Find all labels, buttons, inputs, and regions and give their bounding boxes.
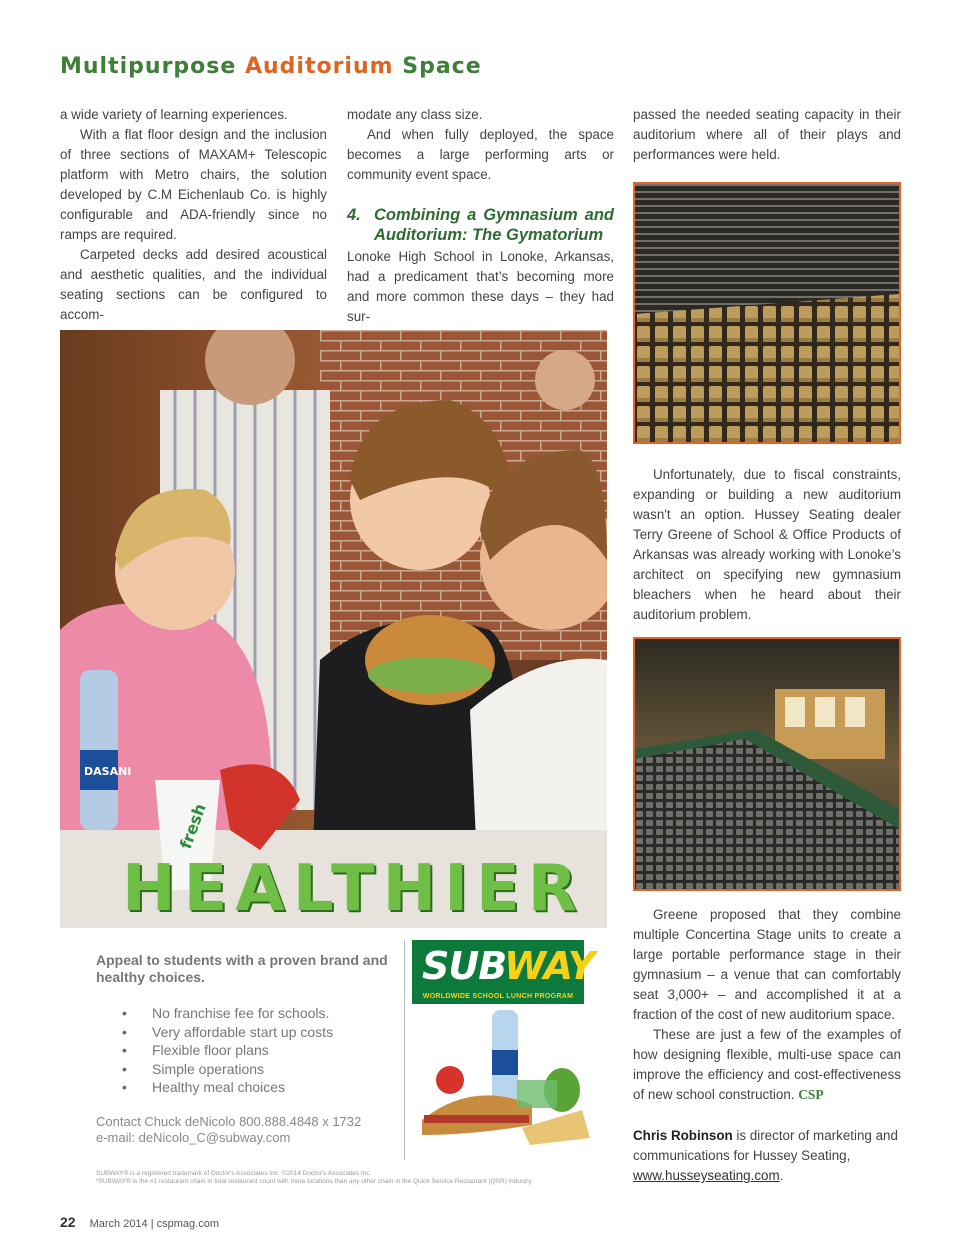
column-3-bottom	[633, 905, 901, 1105]
col3-paragraph-4-text: These are just a few of the examples of how designing flexible, multi-use space can improve the efficiency and cost-effectiveness of new school construction.	[633, 1027, 901, 1102]
col1-paragraph-2: With a flat floor design and the inclusion of three sections of MAXAM+ Telescopic platform with Metro chairs, the solution developed by C.M Eichenlaub Co. is highly configurable and ADA-friendly since no ramps are required.	[60, 127, 327, 242]
subway-meal-illustration	[412, 1010, 602, 1150]
ad-photo	[60, 330, 607, 928]
csp-end-mark: CSP	[798, 1087, 824, 1102]
gymatorium-photo	[633, 637, 901, 891]
healthier-headline: HEALTHIER	[122, 852, 586, 926]
section-subheading	[347, 205, 614, 245]
title-word-3: Space	[402, 54, 482, 79]
col3-paragraph-1: passed the needed seating capacity in their auditorium where all of their plays and performances were held.	[633, 107, 901, 162]
col1-paragraph-1: a wide variety of learning experiences.	[60, 107, 288, 122]
column-3-top	[633, 105, 901, 165]
col1-paragraph-3: Carpeted decks add desired acoustical and aesthetic qualities, and the individual seating sections can be configured to accom-	[60, 247, 327, 322]
ad-contact	[96, 1114, 361, 1146]
author-name: Chris Robinson	[633, 1128, 733, 1143]
ad-headline: Appeal to students with a proven brand and healthy choices.	[96, 952, 388, 985]
subheading-number: 4.	[347, 206, 361, 224]
ad-benefit-item: • Very affordable start up costs	[122, 1023, 333, 1042]
ad-contact-phone: Contact Chuck deNicolo 800.888.4848 x 1732	[96, 1114, 362, 1129]
ad-benefit-item: • Flexible floor plans	[122, 1041, 333, 1060]
cup-label-text: fresh	[175, 801, 210, 852]
gymatorium-photo-image	[635, 639, 899, 889]
ad-divider	[404, 940, 405, 1160]
col2-paragraph-2: And when fully deployed, the space becomes a large performing arts or community event space.	[347, 127, 614, 182]
footer-issue-text: March 2014 | cspmag.com	[89, 1218, 219, 1230]
ad-benefit-item: • Healthy meal choices	[122, 1078, 333, 1097]
column-3-middle	[633, 465, 901, 625]
col3-paragraph-4	[633, 1025, 901, 1105]
subway-advertisement	[60, 330, 607, 1196]
column-2	[347, 105, 614, 327]
col2-paragraph-3: Lonoke High School in Lonoke, Arkansas, had a predicament that’s becoming more and more common these days – they had sur-	[347, 249, 614, 324]
ad-contact-email: e-mail: deNicolo_C@subway.com	[96, 1130, 291, 1145]
col3-paragraph-3: Greene proposed that they combine multiple Concertina Stage units to create a large portable performance stage in their gymnasium – a venue that can comfortably seat 3,000+ – and accomplished it at a fraction of the cost of new auditorium space.	[633, 907, 901, 1022]
title-word-1: Multipurpose	[60, 54, 237, 79]
author-website-link[interactable]: www.husseyseating.com	[633, 1168, 780, 1183]
col3-paragraph-2: Unfortunately, due to fiscal constraints, expanding or building a new auditorium wasn't an option. Hussey Seating dealer Terry Greene of School & Office Products of Arkansas was already working with Lonoke’s architect on specifying new gymnasium bleachers when he heard about their auditorium problem.	[633, 467, 901, 622]
auditorium-seating-photo	[633, 182, 901, 444]
page-footer	[60, 1214, 219, 1230]
ad-benefit-item: • No franchise fee for schools.	[122, 1004, 333, 1023]
seating-photo-image	[635, 184, 899, 442]
ad-fine-print-line-2: *SUBWAY® is the #1 restaurant chain in total restaurant count with more locations than any other chain in the Quick Service Restaurant (QSR) industry.	[96, 1178, 533, 1185]
author-bio	[633, 1126, 901, 1186]
subway-logo-wordmark	[422, 944, 594, 988]
col2-paragraph-1: modate any class size.	[347, 107, 483, 122]
page-title	[60, 54, 482, 79]
ad-benefits-list	[122, 1004, 333, 1097]
subway-logo-tagline: WORLDWIDE SCHOOL LUNCH PROGRAM	[422, 993, 574, 1000]
bottle-label-text: DASANI	[84, 765, 132, 778]
logo-way: WAY	[504, 944, 595, 988]
ad-benefit-item: • Simple operations	[122, 1060, 333, 1079]
students-eating-photo	[60, 330, 607, 928]
subway-logo	[412, 940, 595, 1004]
ad-fine-print-line-1: SUBWAY® is a registered trademark of Doctor's Associates Inc. ©2014 Doctor's Associates Inc.	[96, 1170, 372, 1177]
page-number: 22	[60, 1214, 76, 1230]
ad-fine-print	[96, 1170, 533, 1186]
column-1	[60, 105, 327, 325]
logo-sub: SUB	[422, 944, 505, 988]
title-word-2: Auditorium	[244, 54, 394, 79]
subheading-text: Combining a Gymnasium and Auditorium: The Gymatorium	[374, 206, 614, 244]
author-bio-end: .	[779, 1168, 784, 1183]
author-bio-text: is director of marketing and communications for Hussey Seating,	[633, 1128, 898, 1163]
